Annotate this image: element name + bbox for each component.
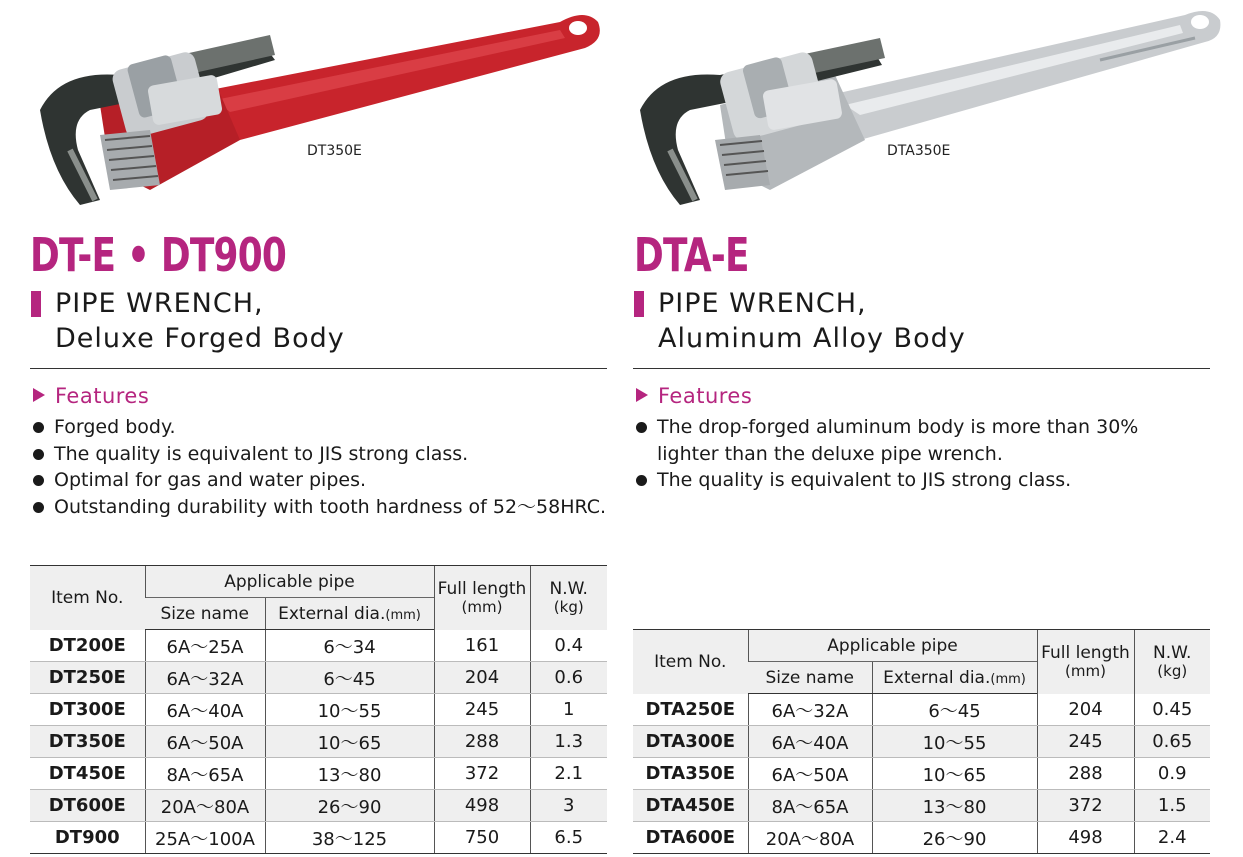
cell-ext: 6～45	[265, 662, 434, 694]
accent-bar	[31, 291, 41, 317]
header-net-weight: N.W. (kg)	[1134, 630, 1210, 694]
cell-nw: 6.5	[530, 822, 607, 854]
subtitle-line-2: Aluminum Alloy Body	[658, 323, 966, 354]
cell-length: 161	[434, 630, 530, 662]
cell-item: DTA250E	[633, 694, 748, 726]
subtitle-line-2: Deluxe Forged Body	[55, 323, 345, 354]
cell-length: 204	[1037, 694, 1134, 726]
cell-length: 245	[434, 694, 530, 726]
table-row	[30, 662, 607, 694]
cell-size: 6A～25A	[145, 630, 265, 662]
product-image-caption: DT350E	[307, 143, 362, 159]
table-row	[633, 726, 1210, 758]
cell-ext: 26～90	[872, 822, 1037, 854]
triangle-bullet-icon	[636, 388, 648, 402]
table-row	[633, 758, 1210, 790]
cell-size: 6A～50A	[145, 726, 265, 758]
features-heading: Features	[636, 384, 752, 408]
header-size-name: Size name	[748, 662, 872, 694]
cell-size: 8A～65A	[145, 758, 265, 790]
cell-length: 498	[1037, 822, 1134, 854]
cell-ext: 13～80	[872, 790, 1037, 822]
cell-item: DTA600E	[633, 822, 748, 854]
cell-item: DT900	[30, 822, 145, 854]
header-full-length: Full length (mm)	[434, 566, 530, 630]
header-item-no: Item No.	[30, 566, 145, 630]
cell-length: 288	[434, 726, 530, 758]
cell-nw: 0.65	[1134, 726, 1210, 758]
accent-bar	[634, 291, 644, 317]
product-subtitle	[658, 286, 966, 356]
cell-ext: 38～125	[265, 822, 434, 854]
cell-size: 8A～65A	[748, 790, 872, 822]
product-image-caption: DTA350E	[887, 143, 951, 159]
subtitle-line-1: PIPE WRENCH,	[55, 288, 264, 319]
cell-size: 20A～80A	[748, 822, 872, 854]
features-list	[633, 414, 1173, 494]
table-row	[30, 790, 607, 822]
subtitle-line-1: PIPE WRENCH,	[658, 288, 867, 319]
header-external-dia: External dia.(mm)	[265, 598, 434, 630]
cell-size: 6A～40A	[145, 694, 265, 726]
cell-nw: 0.45	[1134, 694, 1210, 726]
cell-item: DT600E	[30, 790, 145, 822]
table-row	[30, 726, 607, 758]
table-row	[633, 694, 1210, 726]
table-row	[30, 758, 607, 790]
triangle-bullet-icon	[33, 388, 45, 402]
cell-item: DTA300E	[633, 726, 748, 758]
cell-size: 6A～50A	[748, 758, 872, 790]
feature-item: The quality is equivalent to JIS strong class.	[633, 467, 1173, 494]
table-row	[30, 822, 607, 854]
header-external-dia: External dia.(mm)	[872, 662, 1037, 694]
cell-length: 245	[1037, 726, 1134, 758]
cell-item: DT200E	[30, 630, 145, 662]
product-subtitle	[55, 286, 345, 356]
bullet-dot-icon	[33, 502, 44, 513]
cell-ext: 10～55	[872, 726, 1037, 758]
header-applicable-pipe: Applicable pipe	[145, 566, 434, 598]
cell-ext: 6～34	[265, 630, 434, 662]
bullet-dot-icon	[33, 422, 44, 433]
cell-ext: 10～55	[265, 694, 434, 726]
cell-item: DT450E	[30, 758, 145, 790]
cell-nw: 3	[530, 790, 607, 822]
bullet-dot-icon	[33, 449, 44, 460]
section-divider	[633, 368, 1210, 369]
cell-item: DT350E	[30, 726, 145, 758]
cell-ext: 10～65	[872, 758, 1037, 790]
features-heading: Features	[33, 384, 149, 408]
cell-nw: 0.6	[530, 662, 607, 694]
cell-ext: 26～90	[265, 790, 434, 822]
cell-length: 372	[434, 758, 530, 790]
cell-item: DTA450E	[633, 790, 748, 822]
table-row	[30, 630, 607, 662]
cell-size: 20A～80A	[145, 790, 265, 822]
header-size-name: Size name	[145, 598, 265, 630]
cell-nw: 1.5	[1134, 790, 1210, 822]
feature-item: The quality is equivalent to JIS strong class.	[30, 441, 615, 468]
spec-table	[633, 629, 1210, 854]
cell-size: 6A～32A	[748, 694, 872, 726]
section-divider	[30, 368, 607, 369]
features-list	[30, 414, 615, 520]
cell-size: 6A～32A	[145, 662, 265, 694]
model-series-title: DTA-E	[634, 228, 749, 282]
cell-item: DT250E	[30, 662, 145, 694]
red-pipe-wrench-image	[0, 0, 620, 210]
cell-length: 288	[1037, 758, 1134, 790]
cell-nw: 2.4	[1134, 822, 1210, 854]
bullet-dot-icon	[636, 422, 647, 433]
bullet-dot-icon	[33, 475, 44, 486]
cell-ext: 10～65	[265, 726, 434, 758]
table-row	[633, 822, 1210, 854]
cell-length: 372	[1037, 790, 1134, 822]
cell-item: DTA350E	[633, 758, 748, 790]
model-series-title: DT-E • DT900	[30, 228, 287, 282]
table-row	[633, 790, 1210, 822]
silver-pipe-wrench-image	[620, 0, 1243, 210]
cell-size: 25A～100A	[145, 822, 265, 854]
cell-nw: 2.1	[530, 758, 607, 790]
cell-size: 6A～40A	[748, 726, 872, 758]
bullet-dot-icon	[636, 475, 647, 486]
header-net-weight: N.W. (kg)	[530, 566, 607, 630]
feature-item: Forged body.	[30, 414, 615, 441]
table-row	[30, 694, 607, 726]
header-full-length: Full length (mm)	[1037, 630, 1134, 694]
feature-item: The drop-forged aluminum body is more than 30% lighter than the deluxe pipe wrench.	[633, 414, 1173, 467]
cell-ext: 6～45	[872, 694, 1037, 726]
cell-length: 750	[434, 822, 530, 854]
cell-item: DT300E	[30, 694, 145, 726]
spec-table	[30, 565, 607, 854]
cell-nw: 1	[530, 694, 607, 726]
cell-nw: 0.4	[530, 630, 607, 662]
cell-nw: 0.9	[1134, 758, 1210, 790]
header-applicable-pipe: Applicable pipe	[748, 630, 1037, 662]
cell-ext: 13～80	[265, 758, 434, 790]
cell-length: 498	[434, 790, 530, 822]
feature-item: Outstanding durability with tooth hardness of 52～58HRC.	[30, 494, 615, 521]
feature-item: Optimal for gas and water pipes.	[30, 467, 615, 494]
cell-length: 204	[434, 662, 530, 694]
header-item-no: Item No.	[633, 630, 748, 694]
cell-nw: 1.3	[530, 726, 607, 758]
